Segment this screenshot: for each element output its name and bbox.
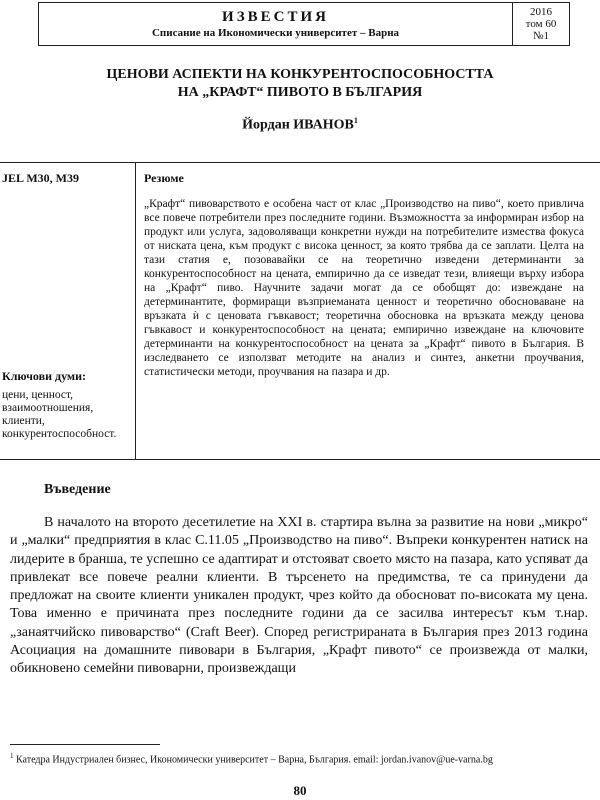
abstract-label: Резюме <box>144 171 184 185</box>
footnote-mark: 1 <box>10 752 14 760</box>
journal-subtitle: Списание на Икономически университет – Варна <box>151 27 400 39</box>
article-meta-table <box>0 162 600 460</box>
title-block <box>0 66 600 134</box>
issue-info <box>512 3 569 45</box>
meta-left-column <box>0 163 136 459</box>
issue-number: №1 <box>533 30 549 42</box>
footnote-text: Катедра Индустриален бизнес, Икономически университет – Варна, България. email: jordan.ivanov@ue-varna.bg <box>16 754 493 766</box>
section-heading: Въведение <box>44 482 111 497</box>
journal-header <box>38 2 570 46</box>
abstract-text: „Крафт“ пивоварството е особена част от клас „Производство на пиво“, което привлича все повече потребители през последните години. Възможността за информиран избор на продукт или услуга, задоволяващи конкретни нужди на потребителите измества фокуса от ниската цена, към продукт с висока ценност, за която трябва да се заплати. Целта на тази статия е, позовавайки се на теоретично изведени детерминанти за конкурентоспособност на цената, емпирично да се изведат тези, влияещи върху избора на „Крафт“ пиво. Научните задачи могат да се обобщят до: извеждане на детерминантите, формиращи възприеманата ценност и теоретично обосноваване на връзката ѝ с ценовата гъвкавост; теоретична обосновка на връзката между ценова гъвкавост и конкурентоспособност на цената; емпирично извеждане на ключовите детерминанти на конкурентоспособност на цената за „Крафт“ пивото в България. В изследването се използват методите на анализ и синтез, анкетни проучвания, статистически методи, проучвания на пазара и др. <box>144 198 584 378</box>
author-name: Йордан ИВАНОВ <box>242 117 354 133</box>
footnote <box>10 750 570 766</box>
issue-volume: том 60 <box>525 18 557 30</box>
keywords: цени, ценност, взаимоотношения, клиенти, конкурентоспособност. <box>2 389 117 440</box>
issue-year: 2016 <box>530 6 552 18</box>
article-title-line-2: НА „КРАФТ“ ПИВОТО В БЪЛГАРИЯ <box>177 85 423 100</box>
author <box>0 116 600 134</box>
page-number: 80 <box>293 783 307 798</box>
author-footnote-mark: 1 <box>353 116 358 125</box>
journal-name: ИЗВЕСТИЯ <box>222 9 329 25</box>
article-title-line-1: ЦЕНОВИ АСПЕКТИ НА КОНКУРЕНТОСПОСОБНОСТТА <box>106 67 494 82</box>
footnote-divider <box>10 744 160 745</box>
body-paragraph: В началото на второто десетилетие на XXI в. стартира вълна за развитие на нови „микро“ и „малки“ предприятия в клас C.11.05 „Производство на пиво“. Въпреки конкурентен натиск на лидерите в бранша, те успешно се адаптират и отстояват своето място на пазара, като успяват да привлекат все повече реални клиенти. В търсенето на предимства, те са принудени да предложат на своите клиенти уникален продукт, чрез който да обоснoват по-високата му цена. Това именно е причината през последните години да се засилва интересът към т.нар. „занаятчийско пивоварство“ (Craft Beer). Според регистрираната в България през 2013 година Асоциация на домашните пивовари в България, „Крафт пивото“ се произвежда от малки, обикновено семейни пивоварни, произвеждащи <box>10 515 588 677</box>
journal-masthead <box>39 3 512 45</box>
jel-codes: JEL M30, M39 <box>2 171 79 185</box>
keywords-label: Ключови думи: <box>2 369 87 383</box>
